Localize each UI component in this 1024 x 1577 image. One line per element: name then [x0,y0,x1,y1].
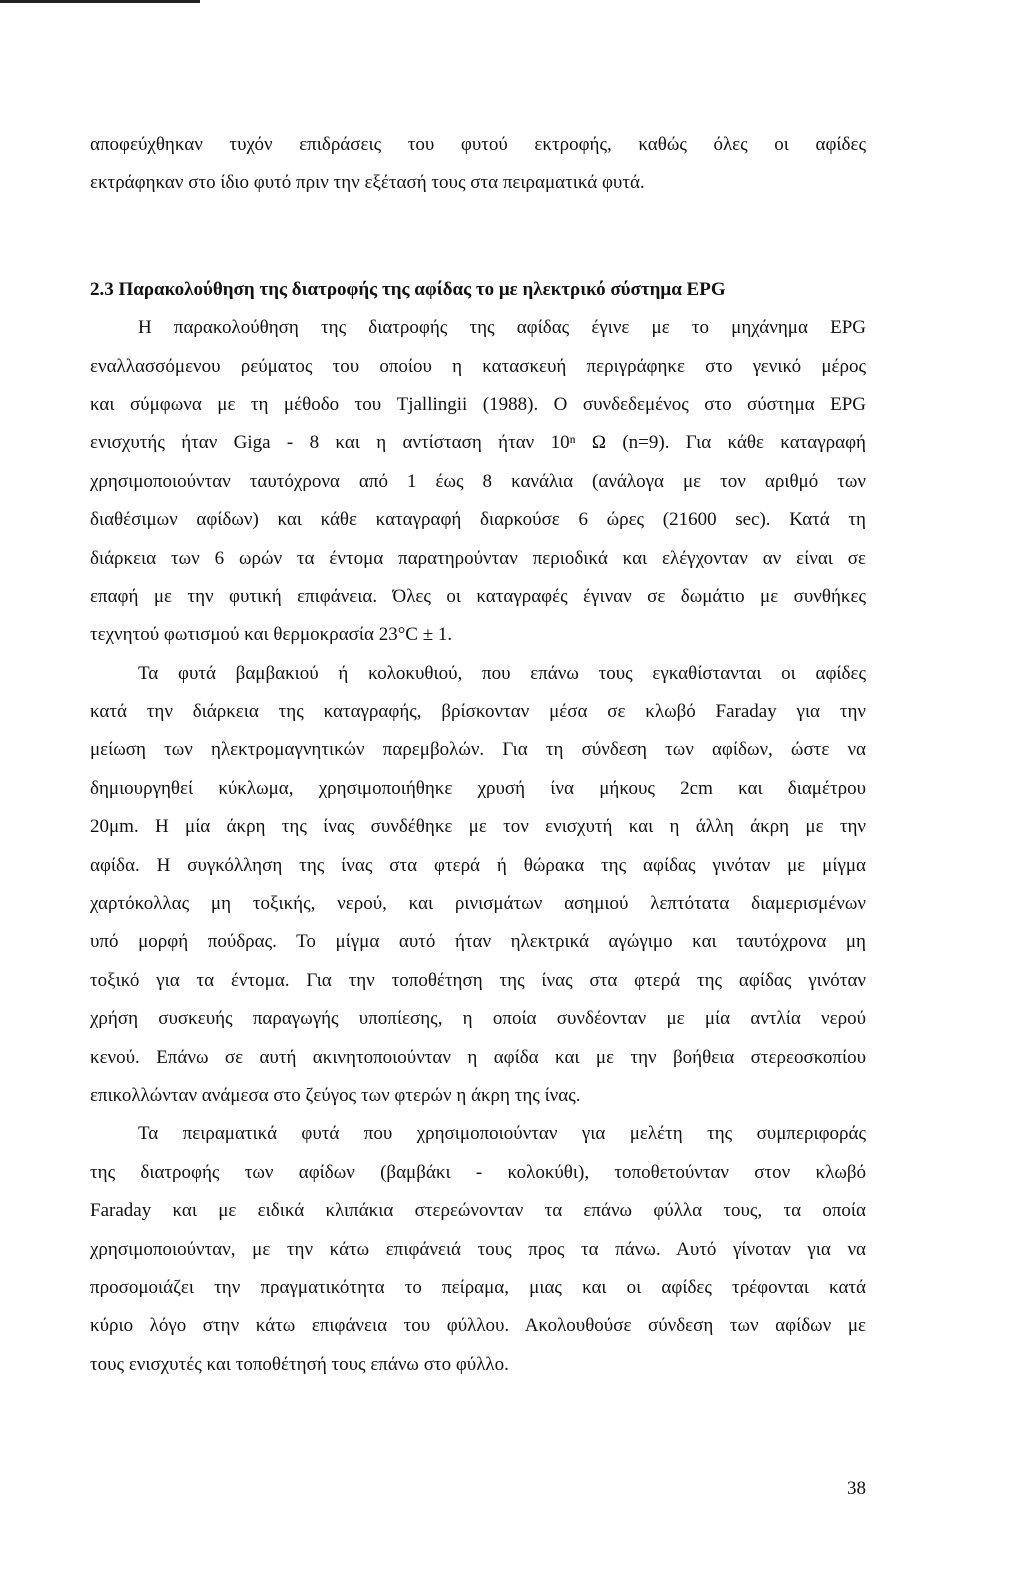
text-line: αποφεύχθηκαν τυχόν επιδράσεις του φυτού εκτροφής, καθώς όλες οι αφίδες [90,134,866,155]
text-line: κενού. Επάνω σε αυτή ακινητοποιούνταν η αφίδα και με την βοήθεια στερεοσκοπίου [90,1046,866,1068]
text-line: επικολλώνταν ανάμεσα στο ζεύγος των φτερών η άκρη της ίνας. [90,1084,581,1106]
text-line: χαρτόκολλας μη τοξικής, νερού, και ρινισμάτων ασημιού λεπτότατα διαμερισμένων [90,893,866,915]
text-line: χρήση συσκευής παραγωγής υποπίεσης, η οποία συνδέονταν με μία αντλία νερού [90,1008,866,1030]
text-line: μείωση των ηλεκτρομαγνητικών παρεμβολών. Για τη σύνδεση των αφίδων, ώστε να [90,739,866,761]
text-line: Τα πειραματικά φυτά που χρησιμοποιούνταν για μελέτη της συμπεριφοράς [138,1123,866,1145]
text-line: Η παρακολούθηση της διατροφής της αφίδας έγινε με το μηχάνημα EPG [138,317,866,339]
text-line: χρησιμοποιούνταν, με την κάτω επιφάνειά τους προς τα πάνω. Αυτό γίνοταν για να [90,1238,866,1260]
text-line: της διατροφής των αφίδων (βαμβάκι - κολοκύθι), τοποθετούνταν στον κλωβό [90,1161,866,1183]
text-line: τους ενισχυτές και τοποθέτησή τους επάνω στο φύλλο. [90,1353,509,1375]
text-line: επαφή με την φυτική επιφάνεια. Όλες οι καταγραφές έγιναν σε δωμάτιο με συνθήκες [90,585,866,607]
text-line: υπό μορφή πούδρας. Το μίγμα αυτό ήταν ηλεκτρικά αγώγιμο και ταυτόχρονα μη [90,931,866,953]
text-line: και σύμφωνα με τη μέθοδο του Tjallingii (1988). Ο συνδεδεμένος στο σύστημα EPG [90,393,866,415]
text-line: Faraday και με ειδικά κλιπάκια στερεώνονταν τα επάνω φύλλα τους, τα οποία [90,1200,866,1222]
text-line: τεχνητού φωτισμού και θερμοκρασία 23°C ± 1. [90,624,453,646]
text-line: προσομοιάζει την πραγματικότητα το πείραμα, μιας και οι αφίδες τρέφονται κατά [90,1276,866,1298]
page-number: 38 [847,1478,866,1499]
text-line: κατά την διάρκεια της καταγραφής, βρίσκονταν μέσα σε κλωβό Faraday για την [90,701,866,723]
text-line: ενισχυτής ήταν Giga - 8 και η αντίσταση ήταν 10ⁿ Ω (n=9). Για κάθε καταγραφή [90,432,866,454]
document-page [90,126,866,1384]
top-rule [0,0,200,3]
text-line: 20μm. Η μία άκρη της ίνας συνδέθηκε με τον ενισχυτή και η άλλη άκρη με την [90,816,866,838]
text-line: εκτράφηκαν στο ίδιο φυτό πριν την εξέτασή τους στα πειραματικά φυτά. [90,172,645,194]
text-line: κύριο λόγο στην κάτω επιφάνεια του φύλλου. Ακολουθούσε σύνδεση των αφίδων με [90,1315,866,1337]
text-line: τοξικό για τα έντομα. Για την τοποθέτηση της ίνας στα φτερά της αφίδας γινόταν [90,969,866,991]
text-line: διάρκεια των 6 ωρών τα έντομα παρατηρούνταν περιοδικά και ελέγχονταν αν είναι σε [90,547,866,569]
section-heading: 2.3 Παρακολούθηση της διατροφής της αφίδας το με ηλεκτρικό σύστημα EPG [90,278,726,300]
section-gap [90,203,866,271]
text-line: Τα φυτά βαμβακιού ή κολοκυθιού, που επάνω τους εγκαθίστανται οι αφίδες [138,662,866,684]
text-line: χρησιμοποιούνταν ταυτόχρονα από 1 έως 8 κανάλια (ανάλογα με τον αριθμό των [90,470,866,492]
text-line: δημιουργηθεί κύκλωμα, χρησιμοποιήθηκε χρυσή ίνα μήκους 2cm και διαμέτρου [90,777,866,799]
text-line: διαθέσιμων αφίδων) και κάθε καταγραφή διαρκούσε 6 ώρες (21600 sec). Κατά τη [90,509,866,531]
text-line: αφίδα. Η συγκόλληση της ίνας στα φτερά ή θώρακα της αφίδας γινόταν με μίγμα [90,854,866,876]
text-line: εναλλασσόμενου ρεύματος του οποίου η κατασκευή περιγράφηκε στο γενικό μέρος [90,355,866,377]
